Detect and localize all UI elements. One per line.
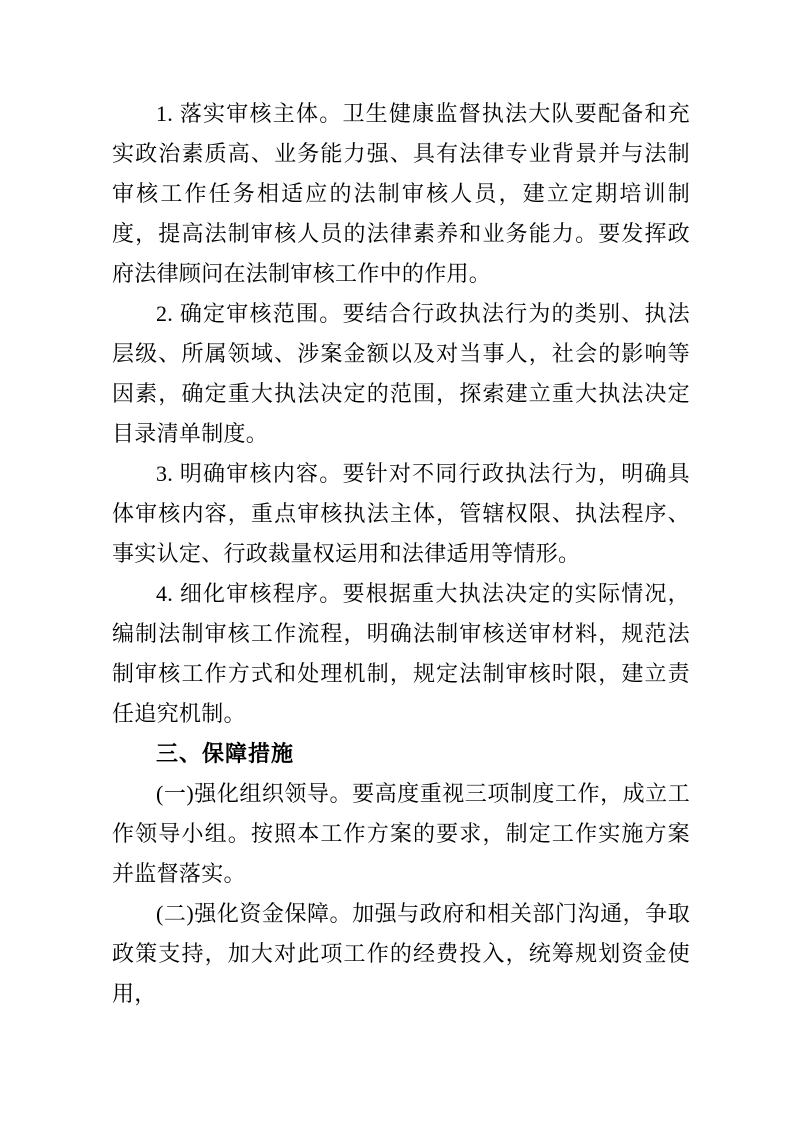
body-paragraph: (一)强化组织领导。要高度重视三项制度工作，成立工作领导小组。按照本工作方案的要求，制定工作实施方案并监督落实。	[112, 781, 690, 886]
body-paragraph: 4. 细化审核程序。要根据重大执法决定的实际情况，编制法制审核工作流程，明确法制审核送审材料，规范法制审核工作方式和处理机制，规定法制审核时限，建立责任追究机制。	[112, 581, 690, 726]
body-paragraph: 2. 确定审核范围。要结合行政执法行为的类别、执法层级、所属领域、涉案金额以及对当事人，社会的影响等因素，确定重大执法决定的范围，探索建立重大执法决定目录清单制度。	[112, 301, 690, 446]
body-paragraph: 3. 明确审核内容。要针对不同行政执法行为，明确具体审核内容，重点审核执法主体，管辖权限、执法程序、事实认定、行政裁量权运用和法律适用等情形。	[112, 461, 690, 566]
body-paragraph: (二)强化资金保障。加强与政府和相关部门沟通，争取政策支持，加大对此项工作的经费投入，统筹规划资金使用，	[112, 901, 690, 1006]
body-paragraph: 1. 落实审核主体。卫生健康监督执法大队要配备和充实政治素质高、业务能力强、具有法律专业背景并与法制审核工作任务相适应的法制审核人员，建立定期培训制度，提高法制审核人员的法律素养和业务能力。要发挥政府法律顾问在法制审核工作中的作用。	[112, 101, 690, 286]
document-body	[112, 94, 690, 1014]
section-heading: 三、保障措施	[156, 741, 295, 766]
